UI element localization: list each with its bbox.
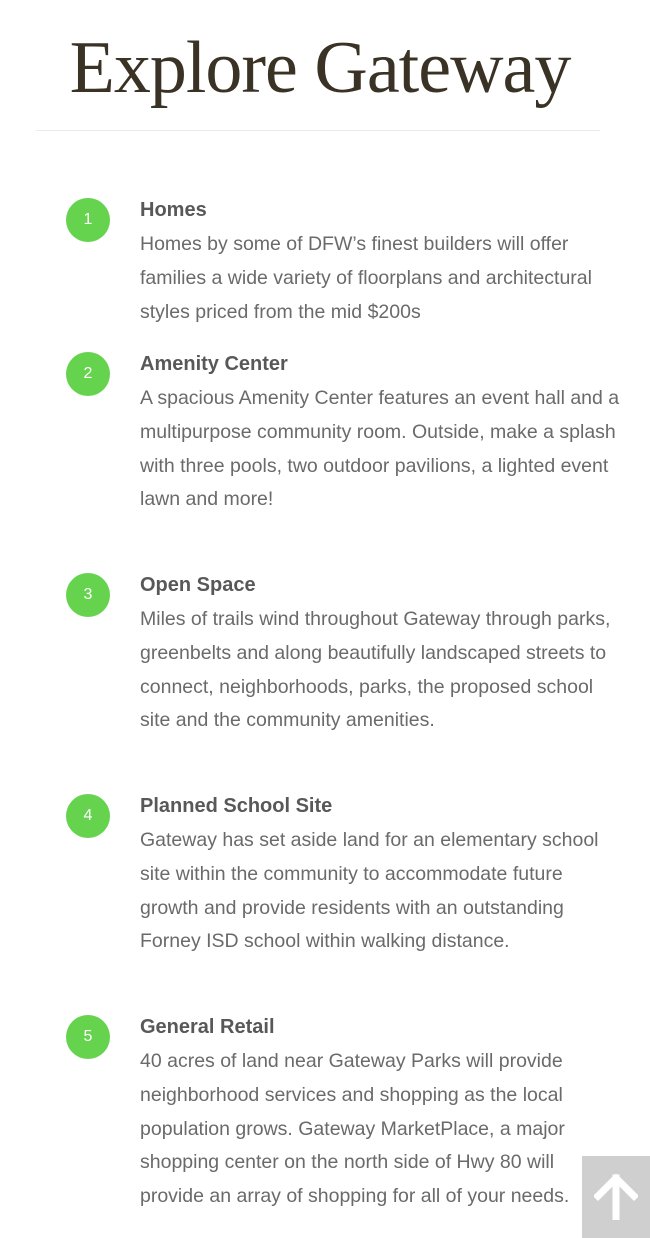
feature-title: Amenity Center bbox=[140, 353, 288, 375]
number-badge: 1 bbox=[66, 198, 110, 242]
number-badge: 4 bbox=[66, 794, 110, 838]
feature-title: Homes bbox=[140, 199, 207, 221]
feature-description: A spacious Amenity Center features an event hall and a multipurpose community room. Outside, make a splash with three pools, two outdoor pavilions, a lighted event lawn and more! bbox=[140, 387, 620, 511]
feature-title: Open Space bbox=[140, 574, 256, 596]
number-badge: 5 bbox=[66, 1015, 110, 1059]
feature-description: Homes by some of DFW’s finest builders will offer families a wide variety of floorplans and architectural styles priced from the mid $200s bbox=[140, 233, 592, 323]
number-badge: 2 bbox=[66, 352, 110, 396]
feature-title: General Retail bbox=[140, 1016, 275, 1038]
feature-description: Gateway has set aside land for an elementary school site within the community to accommodate future growth and provide residents with an outstanding Forney ISD school within walking distance. bbox=[140, 829, 599, 953]
page-title: Explore Gateway bbox=[69, 27, 571, 109]
feature-title: Planned School Site bbox=[140, 795, 333, 817]
arrow-up-icon bbox=[594, 1174, 638, 1220]
number-badge: 3 bbox=[66, 573, 110, 617]
scroll-to-top-button[interactable] bbox=[582, 1156, 650, 1238]
feature-description: Miles of trails wind throughout Gateway through parks, greenbelts and along beautifully landscaped streets to connect, neighborhoods, parks, the proposed school site and the community amenities. bbox=[140, 608, 611, 732]
title-divider bbox=[36, 130, 600, 131]
feature-description: 40 acres of land near Gateway Parks will provide neighborhood services and shopping as the local population grows. Gateway MarketPlace, a major shopping center on the north side of Hwy 80 will provide an array of shopping for all of your needs. bbox=[140, 1050, 570, 1208]
